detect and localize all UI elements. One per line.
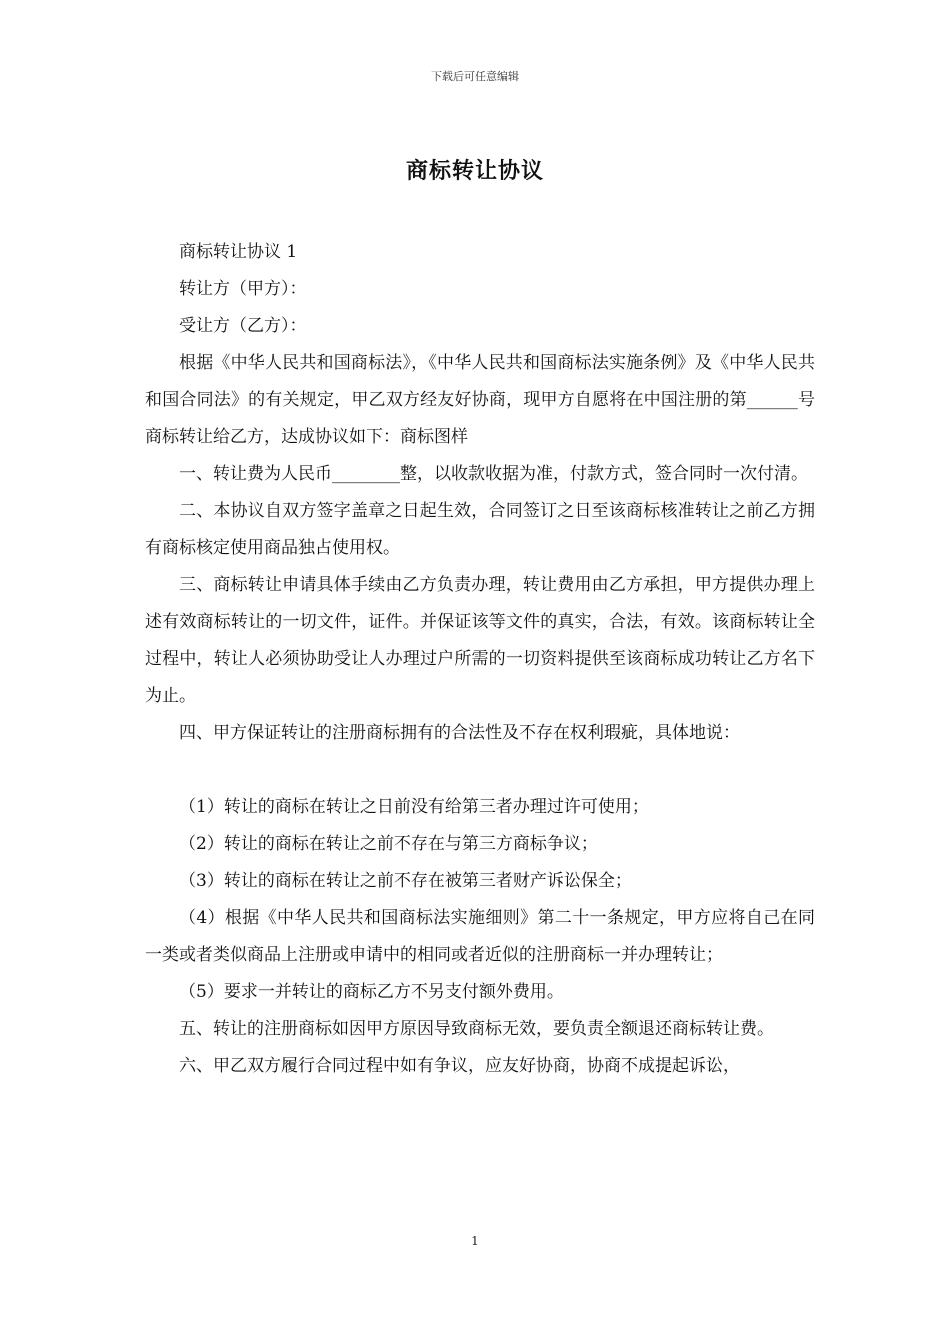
transferor-line: 转让方（甲方）： [179, 279, 307, 299]
header-note: 下载后可任意编辑 [431, 70, 519, 83]
clause-4-item-4: （4）根据《中华人民共和国商标法实施细则》第二十一条规定，甲方应将自己在同一类或者类似商品上注册或申请中的相同或者近似的注册商标一并办理转让； [145, 908, 815, 965]
document-body [145, 234, 815, 1085]
clause-5: 五、转让的注册商标如因甲方原因导致商标无效，要负责全额退还商标转让费。 [179, 1019, 774, 1039]
transferee-line: 受让方（乙方）： [179, 316, 307, 336]
document-title: 商标转让协议 [405, 158, 544, 184]
clause-4-item-1: （1）转让的商标在转让之日前没有给第三者办理过许可使用； [179, 797, 649, 817]
clause-3: 三、商标转让申请具体手续由乙方负责办理，转让费用由乙方承担，甲方提供办理上述有效商标转让的一切文件，证件。并保证该等文件的真实，合法，有效。该商标转让全过程中，转让人必须协助受让人办理过户所需的一切资料提供至该商标成功转让乙方名下为止。 [145, 575, 815, 706]
clause-4-item-3: （3）转让的商标在转让之前不存在被第三者财产诉讼保全； [179, 871, 632, 891]
clause-4-item-5: （5）要求一并转让的商标乙方不另支付额外费用。 [179, 982, 564, 1002]
spacer [145, 752, 815, 789]
preamble-paragraph: 根据《中华人民共和国商标法》，《中华人民共和国商标法实施条例》及《中华人民共和国合同法》的有关规定，甲乙双方经友好协商，现甲方自愿将在中国注册的第______号商标转让给乙方，达成协议如下：商标图样 [145, 353, 815, 447]
page-number: 1 [471, 1234, 479, 1248]
clause-2: 二、本协议自双方签字盖章之日起生效，合同签订之日至该商标核准转让之前乙方拥有商标核定使用商品独占使用权。 [145, 501, 815, 558]
clause-4-item-2: （2）转让的商标在转让之前不存在与第三方商标争议； [179, 834, 598, 854]
clause-4: 四、甲方保证转让的注册商标拥有的合法性及不存在权利瑕疵，具体地说： [179, 723, 740, 743]
agreement-subtitle: 商标转让协议 1 [179, 242, 298, 262]
clause-1: 一、转让费为人民币________整，以收款收据为准，付款方式，签合同时一次付清。 [179, 464, 808, 484]
clause-6: 六、甲乙双方履行合同过程中如有争议，应友好协商，协商不成提起诉讼， [179, 1056, 740, 1076]
